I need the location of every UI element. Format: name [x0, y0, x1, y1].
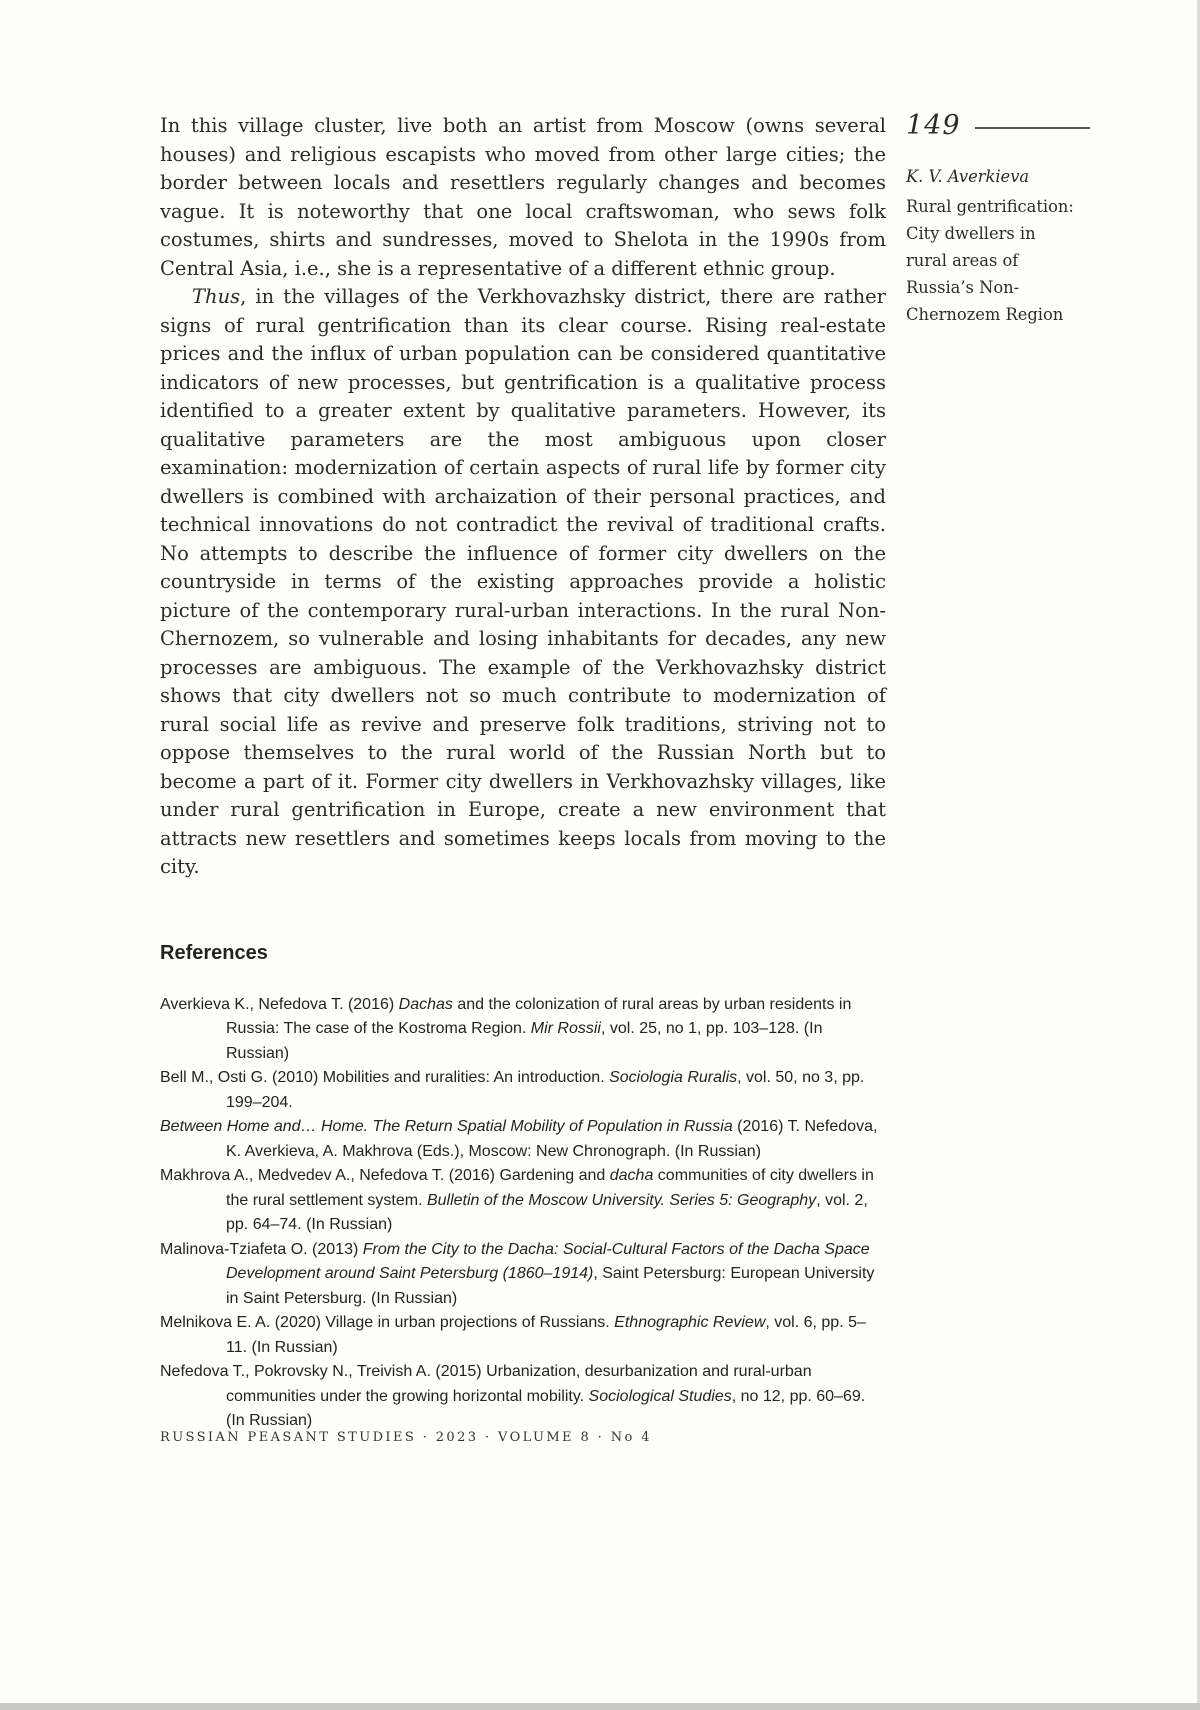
reference-item: Malinova-Tziafeta O. (2013) From the City to the Dacha: Social-Cultural Factors of the Dacha Space Development around Saint Petersburg (1860–1914), Saint Petersburg: European University in Saint Petersburg. (In Russian): [160, 1240, 875, 1307]
reference-item: Nefedova T., Pokrovsky N., Treivish A. (2015) Urbanization, desurbanization and rural-urban communities under the growing horizontal mobility. Sociological Studies, no 12, pp. 60–69. (In Russian): [160, 1363, 866, 1429]
references-list: [160, 993, 886, 1434]
page-edge-bottom: [0, 1703, 1200, 1710]
reference-item: Between Home and… Home. The Return Spatial Mobility of Population in Russia (2016) T. Nefedova, K. Averkieva, A. Makhrova (Eds.), Moscow: New Chronograph. (In Russian): [160, 1118, 878, 1160]
header-rule: [975, 127, 1090, 129]
margin-column: [906, 110, 1090, 328]
page-header-row: [906, 110, 1090, 141]
references-heading: References: [160, 941, 268, 964]
paragraph: In this village cluster, live both an artist from Moscow (owns several houses) and religious escapists who moved from other large cities; the border between locals and resettlers regularly changes and becomes vague. It is noteworthy that one local craftswoman, who sews folk costumes, shirts and sundresses, moved to Shelota in the 1990s from Central Asia, i.e., she is a representative of a different ethnic group.: [160, 114, 886, 280]
main-column: [160, 112, 886, 1434]
page-number: 149: [906, 110, 961, 141]
reference-item: Averkieva K., Nefedova T. (2016) Dachas and the colonization of rural areas by urban residents in Russia: The case of the Kostroma Region. Mir Rossii, vol. 25, no 1, pp. 103–128. (In Russian): [160, 995, 852, 1062]
reference-item: Melnikova E. A. (2020) Village in urban projections of Russians. Ethnographic Review, vol. 6, pp. 5–11. (In Russian): [160, 1314, 866, 1356]
reference-item: Makhrova A., Medvedev A., Nefedova T. (2016) Gardening and dacha communities of city dwellers in the rural settlement system. Bulletin of the Moscow University. Series 5: Geography, vol. 2, pp. 64–74. (In Russian): [160, 1167, 874, 1233]
paragraph: Thus, in the villages of the Verkhovazhsky district, there are rather signs of rural gentrification than its clear course. Rising real-estate prices and the influx of urban population can be considered quantitative indicators of new processes, but gentrification is a qualitative process identified to a greater extent by qualitative parameters. However, its qualitative parameters are the most ambiguous upon closer examination: modernization of certain aspects of rural life by former city dwellers is combined with archaization of their personal practices, and technical innovations do not contradict the revival of traditional crafts. No attempts to describe the influence of former city dwellers on the countryside in terms of the existing approaches provide a holistic picture of the contemporary rural-urban interactions. In the rural Non-Chernozem, so vulnerable and losing inhabitants for decades, any new processes are ambiguous. The example of the Verkhovazhsky district shows that city dwellers not so much contribute to modernization of rural social life as revive and preserve folk traditions, striving not to oppose themselves to the rural world of the Russian North but to become a part of it. Former city dwellers in Verkhovazhsky villages, like under rural gentrification in Europe, create a new environment that attracts new resettlers and sometimes keeps locals from moving to the city.: [160, 285, 886, 878]
article-body: [160, 112, 886, 882]
reference-item: Bell M., Osti G. (2010) Mobilities and ruralities: An introduction. Sociologia Ruralis, vol. 50, no 3, pp. 199–204.: [160, 1069, 865, 1111]
journal-footer: RUSSIAN PEASANT STUDIES · 2023 · VOLUME 8 · No 4: [160, 1430, 652, 1445]
margin-article-title: Rural gentrification: City dwellers in rural areas of Russia’s Non-Chernozem Region: [906, 197, 1074, 324]
margin-author: K. V. Averkieva: [906, 167, 1030, 186]
